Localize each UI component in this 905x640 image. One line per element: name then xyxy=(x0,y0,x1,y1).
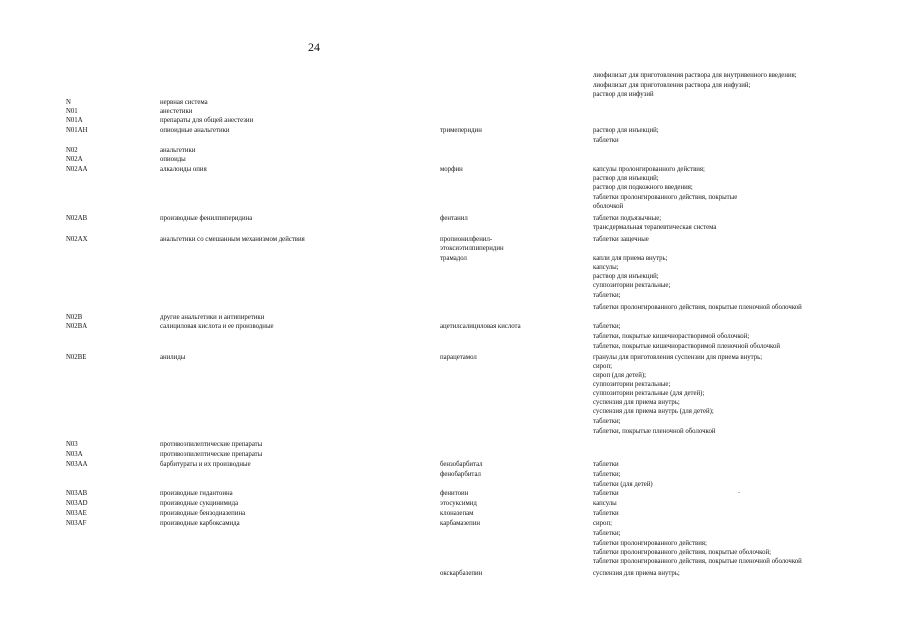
dosage-form: таблетки пролонгированного действия, покрытые пленочной оболочкой xyxy=(593,304,802,311)
dosage-form: суппозитории ректальные; xyxy=(593,381,671,388)
dosage-form: таблетки; xyxy=(593,418,621,425)
atc-group-name: опиоидные анальгетики xyxy=(160,127,230,134)
atc-group-name: алкалоиды опия xyxy=(160,166,207,173)
dosage-form: таблетки xyxy=(593,461,619,468)
atc-code: N03 xyxy=(66,441,78,448)
dosage-form: таблетки xyxy=(593,510,619,517)
atc-code: N02A xyxy=(66,156,83,163)
drug-name: фенобарбитал xyxy=(440,471,481,478)
dosage-form: таблетки пролонгированного действия, покрытые xyxy=(593,194,738,201)
atc-code: N02AX xyxy=(66,236,88,243)
dosage-form: таблетки пролонгированного действия, покрытые оболочкой; xyxy=(593,549,772,556)
atc-group-name: производные бензодиазепина xyxy=(160,510,246,517)
atc-group-name: опиоиды xyxy=(160,156,186,163)
dosage-form: сироп (для детей); xyxy=(593,372,646,379)
dosage-form-continued: лиофилизат для приготовления раствора для внутривенного введения; xyxy=(593,72,797,79)
dosage-form: сироп; xyxy=(593,363,612,370)
dosage-form: гранулы для приготовления суспензии для приема внутрь; xyxy=(593,354,763,361)
atc-code: N02AA xyxy=(66,166,88,173)
atc-code: N03AF xyxy=(66,520,87,527)
dosage-form: капсулы пролонгированного действия; xyxy=(593,166,705,173)
drug-name: этосуксимид xyxy=(440,500,477,507)
dosage-form: таблетки защечные xyxy=(593,236,649,243)
drug-name: тримеперидин xyxy=(440,127,482,134)
dosage-form: капсулы xyxy=(593,500,617,507)
drug-name: пропионилфенил- xyxy=(440,236,493,243)
atc-code: N02B xyxy=(66,314,83,321)
atc-group-name: производные карбоксамида xyxy=(160,520,240,527)
drug-name: окскарбазепин xyxy=(440,570,483,577)
dosage-form: таблетки, покрытые кишечнорастворимой оболочкой; xyxy=(593,333,750,340)
drug-name: ацетилсалициловая кислота xyxy=(440,323,521,330)
dosage-form: таблетки пролонгированного действия; xyxy=(593,540,707,547)
dosage-form: таблетки xyxy=(593,490,619,497)
atc-code: N01AH xyxy=(66,127,88,134)
atc-code: N01 xyxy=(66,108,78,115)
dosage-form: таблетки подъязычные; xyxy=(593,215,662,222)
dosage-form: таблетки (для детей) xyxy=(593,481,653,488)
atc-group-name: другие анальгетики и антипиретики xyxy=(160,314,265,321)
atc-code: N03AB xyxy=(66,490,88,497)
dosage-form: суспензия для приема внутрь (для детей); xyxy=(593,408,714,415)
atc-group-name: анилиды xyxy=(160,354,186,361)
atc-code: N02BA xyxy=(66,323,88,330)
dosage-form: таблетки, покрытые пленочной оболочкой xyxy=(593,428,716,435)
drug-name: этоксиэтилпиперидин xyxy=(440,245,504,252)
atc-group-name: салициловая кислота и ее производные xyxy=(160,323,274,330)
atc-group-name: препараты для общей анестезии xyxy=(160,117,254,124)
atc-code: N xyxy=(66,99,71,106)
atc-code: N03A xyxy=(66,451,83,458)
drug-name: фенитоин xyxy=(440,490,469,497)
atc-group-name: барбитураты и их производные xyxy=(160,461,251,468)
dosage-form: суспензия для приема внутрь; xyxy=(593,399,680,406)
dosage-form: капсулы; xyxy=(593,264,619,271)
dosage-form: раствор для инъекций; xyxy=(593,273,659,280)
dosage-form: таблетки; xyxy=(593,323,621,330)
dosage-form: таблетки; xyxy=(593,530,621,537)
atc-group-name: анальгетики xyxy=(160,147,196,154)
dosage-form-continued: раствор для инфузий xyxy=(593,91,654,98)
atc-code: N03AD xyxy=(66,500,88,507)
drug-name: парацетамол xyxy=(440,354,477,361)
dosage-form: таблетки пролонгированного действия, покрытые пленочной оболочкой xyxy=(593,558,802,565)
atc-code: N01A xyxy=(66,117,83,124)
atc-code: N03AA xyxy=(66,461,88,468)
atc-group-name: производные сукцинимида xyxy=(160,500,239,507)
atc-group-name: производные фенилпиперидина xyxy=(160,215,253,222)
drug-name: клоназепам xyxy=(440,510,474,517)
drug-name: бензобарбитал xyxy=(440,461,483,468)
dosage-form: таблетки xyxy=(593,137,619,144)
dosage-form: сироп; xyxy=(593,520,612,527)
scan-speck xyxy=(738,492,740,493)
drug-name: карбамазепин xyxy=(440,520,480,527)
atc-code: N02BE xyxy=(66,354,87,361)
dosage-form-continued: лиофилизат для приготовления раствора для инфузий; xyxy=(593,82,751,89)
dosage-form: таблетки, покрытые кишечнорастворимой пленочной оболочкой xyxy=(593,343,781,350)
drug-name: морфин xyxy=(440,166,463,173)
dosage-form: трансдермальная терапевтическая система xyxy=(593,224,717,231)
atc-group-name: производные гидантоина xyxy=(160,490,233,497)
drug-name: фентанил xyxy=(440,215,468,222)
atc-group-name: анестетики xyxy=(160,108,193,115)
dosage-form: суспензия для приема внутрь; xyxy=(593,570,680,577)
page-number: 24 xyxy=(308,40,320,54)
dosage-form: суппозитории ректальные (для детей); xyxy=(593,390,705,397)
atc-group-name: анальгетики со смешанным механизмом действия xyxy=(160,236,305,243)
dosage-form: суппозитории ректальные; xyxy=(593,282,671,289)
atc-code: N02 xyxy=(66,147,78,154)
drug-name: трамадол xyxy=(440,255,467,262)
dosage-form: раствор для инъекций; xyxy=(593,175,659,182)
atc-group-name: нервная система xyxy=(160,99,208,106)
atc-code: N02AB xyxy=(66,215,88,222)
dosage-form: оболочкой xyxy=(593,203,624,210)
dosage-form: капли для приема внутрь; xyxy=(593,255,668,262)
dosage-form: раствор для инъекций; xyxy=(593,127,659,134)
dosage-form: раствор для подкожного введения; xyxy=(593,184,693,191)
dosage-form: таблетки; xyxy=(593,292,621,299)
atc-group-name: противоэпилептические препараты xyxy=(160,441,263,448)
atc-code: N03AE xyxy=(66,510,87,517)
atc-group-name: противоэпилептические препараты xyxy=(160,451,263,458)
dosage-form: таблетки; xyxy=(593,471,621,478)
